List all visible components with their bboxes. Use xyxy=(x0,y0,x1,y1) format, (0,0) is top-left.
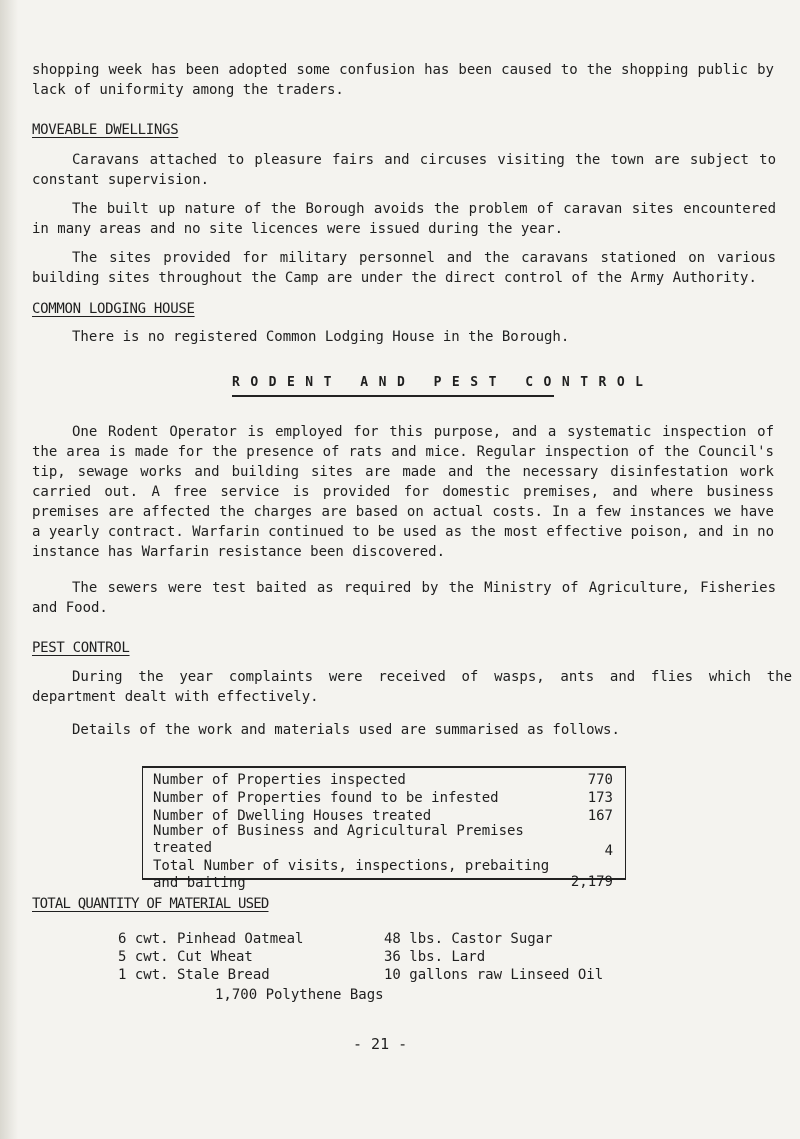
moveable-dwellings-heading: MOVEABLE DWELLINGS xyxy=(32,122,179,138)
intro-paragraph: shopping week has been adopted some confusion has been caused to the shopping public by lack of uniformity among the traders. xyxy=(32,62,774,98)
row-value: 167 xyxy=(587,808,613,824)
row-label: Number of Properties inspected xyxy=(153,772,406,788)
materials-right-list xyxy=(384,930,603,984)
row-value: 4 xyxy=(604,843,613,859)
table-row xyxy=(153,823,613,861)
materials-bottom-item: 1,700 Polythene Bags xyxy=(215,987,384,1003)
row-value: 2,179 xyxy=(570,874,613,890)
table-row xyxy=(153,788,613,808)
list-item: 5 cwt. Cut Wheat xyxy=(118,949,253,965)
row-label: Number of Business and Agricultural Premises treated xyxy=(153,823,524,856)
pest-paragraph-2: Details of the work and materials used are summarised as follows. xyxy=(72,722,620,738)
moveable-paragraph-2: The built up nature of the Borough avoids the problem of caravan sites encountered in many areas and no site licences were issued during the year. xyxy=(32,201,776,237)
moveable-paragraph-3: The sites provided for military personnel and the caravans stationed on various building sites throughout the Camp are under the direct control of the Army Authority. xyxy=(32,250,776,286)
title-underline xyxy=(232,395,554,397)
lodging-paragraph: There is no registered Common Lodging House in the Borough. xyxy=(72,329,570,345)
list-item: 36 lbs. Lard xyxy=(384,949,486,965)
materials-left-list xyxy=(118,930,303,984)
pest-paragraph-1: During the year complaints were received of wasps, ants and flies which the department dealt with effectively. xyxy=(32,669,792,705)
rodent-paragraph-1: One Rodent Operator is employed for this purpose, and a systematic inspection of the area is made for the presence of rats and mice. Regular inspection of the Council's tip, sewage works and building sites are made and the necessary disinfestation work carried out. A free service is provided for domestic premises, and where business premises are affected the charges are based on actual costs. In a few instances we have a yearly contract. Warfarin continued to be used as the most effective poison, and in no instance has Warfarin resistance been discovered. xyxy=(32,424,774,560)
row-label: Number of Properties found to be infested xyxy=(153,790,499,806)
row-label: Total Number of visits, inspections, prebaiting and baiting xyxy=(153,858,550,891)
list-item: 6 cwt. Pinhead Oatmeal xyxy=(118,931,304,947)
rodent-pest-title: RODENT AND PEST CONTROL xyxy=(232,375,654,390)
table-row xyxy=(153,770,613,790)
pest-control-heading: PEST CONTROL xyxy=(32,640,130,656)
row-value: 173 xyxy=(587,790,613,806)
moveable-paragraph-1: Caravans attached to pleasure fairs and circuses visiting the town are subject to constant supervision. xyxy=(32,152,776,188)
row-value: 770 xyxy=(587,772,613,788)
materials-heading: TOTAL QUANTITY OF MATERIAL USED xyxy=(32,896,269,912)
list-item: 48 lbs. Castor Sugar xyxy=(384,931,553,947)
rodent-paragraph-2: The sewers were test baited as required by the Ministry of Agriculture, Fisheries and Food. xyxy=(32,580,776,616)
table-row xyxy=(153,858,613,896)
list-item: 10 gallons raw Linseed Oil xyxy=(384,967,604,983)
list-item: 1 cwt. Stale Bread xyxy=(118,967,270,983)
common-lodging-heading: COMMON LODGING HOUSE xyxy=(32,301,195,317)
work-summary-table xyxy=(142,766,626,891)
page-number: - 21 - xyxy=(353,1035,408,1053)
row-label: Number of Dwelling Houses treated xyxy=(153,808,432,824)
